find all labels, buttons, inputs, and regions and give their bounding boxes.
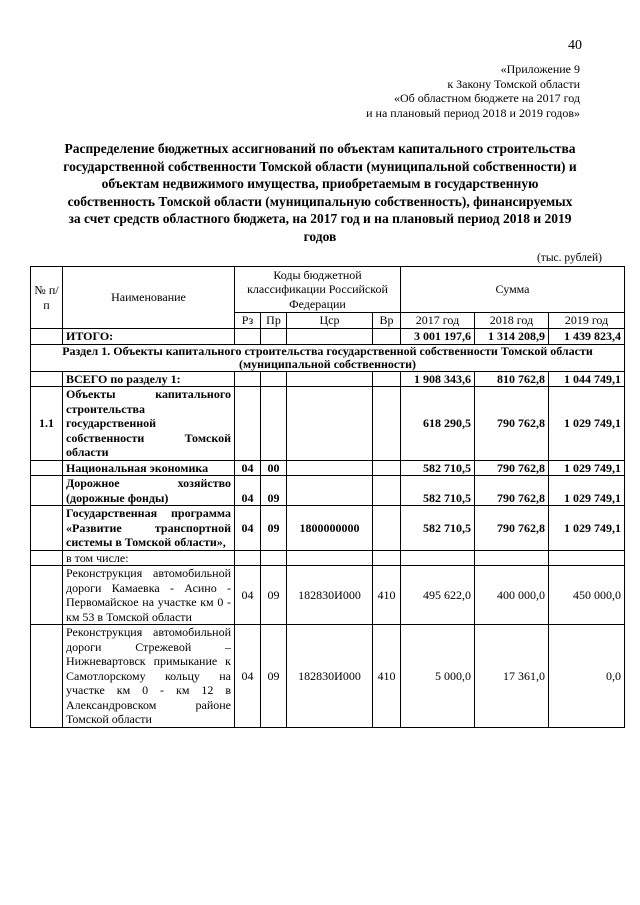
page-number: 40 — [568, 38, 582, 53]
appendix-line-4: и на плановый период 2018 и 2019 годов» — [366, 105, 580, 120]
table-row: ВСЕГО по разделу 1: 1 908 343,6 810 762,8 1 044 749,1 — [31, 371, 625, 387]
document-title: Распределение бюджетных ассигнований по объектам капитального строительства государственной собственности Томской области (муниципальной собственности) и объектам недвижимого имущества, приобретаемым в государственную собственность Томской области (муниципальную собственность), финансируемых за счет средств областного бюджета, на 2017 год и на плановый период 2018 и 2019 годов — [63, 141, 577, 244]
table-row: 1.1 Объекты капитального строительства государственной собственности Томской области 618 290,5 790 762,8 1 029 749,1 — [31, 387, 625, 461]
header-num: № п/п — [31, 267, 63, 329]
total-2018: 1 314 208,9 — [475, 329, 549, 345]
section-1-title: Раздел 1. Объекты капитального строительства государственной собственности Томской области (муниципальной собственности) — [31, 344, 625, 371]
appendix-line-3: «Об областном бюджете на 2017 год — [394, 91, 580, 105]
total-label: ИТОГО: — [63, 329, 235, 345]
header-name: Наименование — [63, 267, 235, 329]
total-2017: 3 001 197,6 — [401, 329, 475, 345]
table-row: Государственная программа «Развитие транспортной системы в Томской области», 04 09 1800000000 582 710,5 790 762,8 1 029 749,1 — [31, 506, 625, 551]
header-sum: Сумма — [401, 267, 625, 313]
table-row: Национальная экономика 04 00 582 710,5 790 762,8 1 029 749,1 — [31, 460, 625, 476]
budget-table — [30, 266, 625, 728]
appendix-line-1: «Приложение 9 — [500, 62, 580, 76]
total-row — [31, 329, 625, 345]
header-csr: Цср — [287, 313, 373, 329]
table-row: Реконструкция автомобильной дороги Камаевка - Асино - Первомайское на участке км 0 - км 53 в Томской области 04 09 182830И000 410 495 622,0 400 000,0 450 000,0 — [31, 566, 625, 625]
header-codes: Коды бюджетной классификации Российской Федерации — [235, 267, 401, 313]
header-rz: Рз — [235, 313, 261, 329]
table-row: Реконструкция автомобильной дороги Стрежевой – Нижневартовск примыкание к Самотлорскому кольцу на участке км 0 - км 12 в Александровском районе Томской области 04 09 182830И000 410 5 000,0 17 361,0 0,0 — [31, 625, 625, 728]
header-2019: 2019 год — [549, 313, 625, 329]
table-row: Дорожное хозяйство (дорожные фонды) 04 09 582 710,5 790 762,8 1 029 749,1 — [31, 476, 625, 506]
appendix-line-2: к Закону Томской области — [447, 76, 580, 91]
total-2019: 1 439 823,4 — [549, 329, 625, 345]
header-2017: 2017 год — [401, 313, 475, 329]
header-vr: Вр — [373, 313, 401, 329]
header-2018: 2018 год — [475, 313, 549, 329]
table-row: в том числе: — [31, 550, 625, 566]
header-pr: Пр — [261, 313, 287, 329]
appendix-header — [366, 62, 580, 120]
units-note: (тыс. рублей) — [536, 252, 602, 264]
section-row — [31, 344, 625, 371]
